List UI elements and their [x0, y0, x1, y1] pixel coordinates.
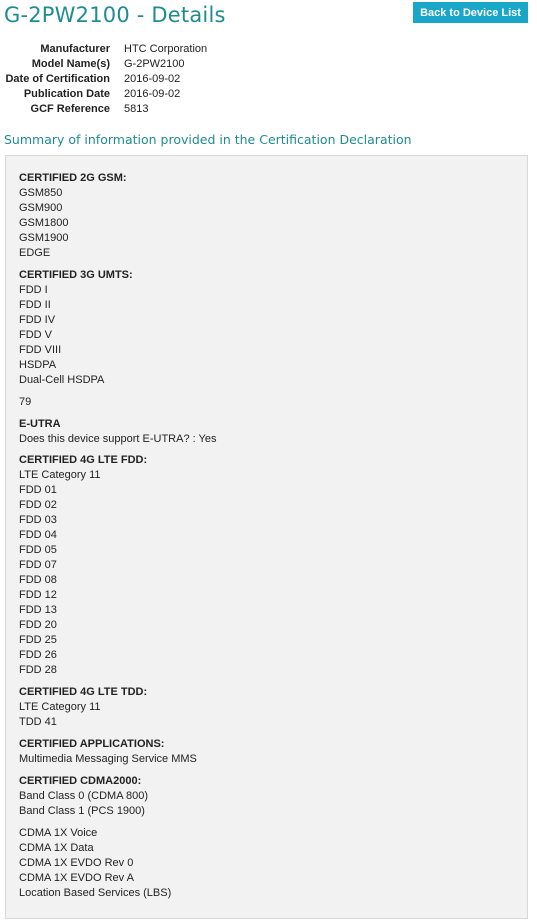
list-item: Dual-Cell HSDPA — [19, 374, 105, 386]
list-item: FDD 03 — [19, 514, 57, 526]
section-2g-gsm — [19, 171, 527, 261]
list-item: EDGE — [19, 247, 51, 259]
detail-label: Manufacturer — [40, 43, 110, 55]
section-title: CERTIFIED 3G UMTS: — [19, 269, 133, 281]
section-3g-umts — [19, 268, 527, 410]
section-cdma2000 — [19, 774, 527, 901]
section-title: E-UTRA — [19, 418, 61, 430]
list-item: GSM1900 — [19, 232, 69, 244]
list-item: FDD 01 — [19, 484, 57, 496]
detail-row-gcf-reference — [0, 102, 207, 117]
section-title: CERTIFIED APPLICATIONS: — [19, 738, 165, 750]
spacer — [19, 388, 527, 395]
list-item: FDD 05 — [19, 544, 57, 556]
list-item: FDD I — [19, 284, 48, 296]
list-item: FDD 04 — [19, 529, 57, 541]
page-title: G-2PW2100 - Details — [4, 3, 226, 27]
list-item: CDMA 1X Voice — [19, 827, 98, 839]
list-item: FDD IV — [19, 314, 56, 326]
section-title: CERTIFIED CDMA2000: — [19, 775, 142, 787]
list-item: Does this device support E-UTRA? : Yes — [19, 433, 217, 445]
certification-summary-panel — [5, 155, 528, 919]
back-to-device-list-button[interactable]: Back to Device List — [413, 2, 528, 23]
detail-row-publication-date — [0, 87, 207, 102]
section-applications — [19, 737, 527, 767]
detail-label: Model Name(s) — [31, 58, 110, 70]
list-item: GSM850 — [19, 187, 63, 199]
detail-row-certification-date — [0, 72, 207, 87]
list-item: FDD 25 — [19, 634, 57, 646]
list-item: Multimedia Messaging Service MMS — [19, 753, 197, 765]
list-item: CDMA 1X EVDO Rev 0 — [19, 857, 134, 869]
detail-row-manufacturer — [0, 42, 207, 57]
section-title: CERTIFIED 4G LTE TDD: — [19, 686, 148, 698]
list-item: GSM1800 — [19, 217, 69, 229]
list-item: FDD 02 — [19, 499, 57, 511]
list-item: LTE Category 11 — [19, 701, 101, 713]
list-item: FDD 07 — [19, 559, 57, 571]
list-item: Location Based Services (LBS) — [19, 887, 172, 899]
list-item: FDD 28 — [19, 664, 57, 676]
list-item: FDD II — [19, 299, 51, 311]
list-item: FDD 13 — [19, 604, 57, 616]
list-item: TDD 41 — [19, 716, 57, 728]
list-item: LTE Category 11 — [19, 469, 101, 481]
section-4g-lte-fdd — [19, 453, 527, 678]
list-item: Band Class 0 (CDMA 800) — [19, 790, 148, 802]
section-title: CERTIFIED 4G LTE FDD: — [19, 454, 148, 466]
list-item: FDD 26 — [19, 649, 57, 661]
list-item: FDD V — [19, 329, 52, 341]
detail-label: GCF Reference — [30, 103, 110, 115]
list-item: HSDPA — [19, 359, 57, 371]
device-details — [0, 42, 207, 117]
detail-value: HTC Corporation — [124, 43, 208, 55]
detail-value: G-2PW2100 — [124, 58, 185, 70]
list-item: FDD 12 — [19, 589, 57, 601]
detail-label: Publication Date — [23, 88, 110, 100]
list-item: FDD VIII — [19, 344, 62, 356]
detail-value: 2016-09-02 — [124, 88, 181, 100]
list-item: FDD 20 — [19, 619, 57, 631]
detail-label: Date of Certification — [5, 73, 110, 85]
summary-heading: Summary of information provided in the Certification Declaration — [4, 132, 412, 147]
list-item: GSM900 — [19, 202, 63, 214]
list-item: CDMA 1X Data — [19, 842, 94, 854]
list-item: CDMA 1X EVDO Rev A — [19, 872, 134, 884]
detail-value: 2016-09-02 — [124, 73, 181, 85]
list-item: Band Class 1 (PCS 1900) — [19, 805, 145, 817]
detail-row-model-names — [0, 57, 207, 72]
list-item: FDD 08 — [19, 574, 57, 586]
detail-value: 5813 — [124, 103, 149, 115]
list-item: 79 — [19, 396, 32, 408]
section-4g-lte-tdd — [19, 685, 527, 730]
section-title: CERTIFIED 2G GSM: — [19, 172, 127, 184]
section-e-utra — [19, 417, 527, 447]
spacer — [19, 819, 527, 826]
